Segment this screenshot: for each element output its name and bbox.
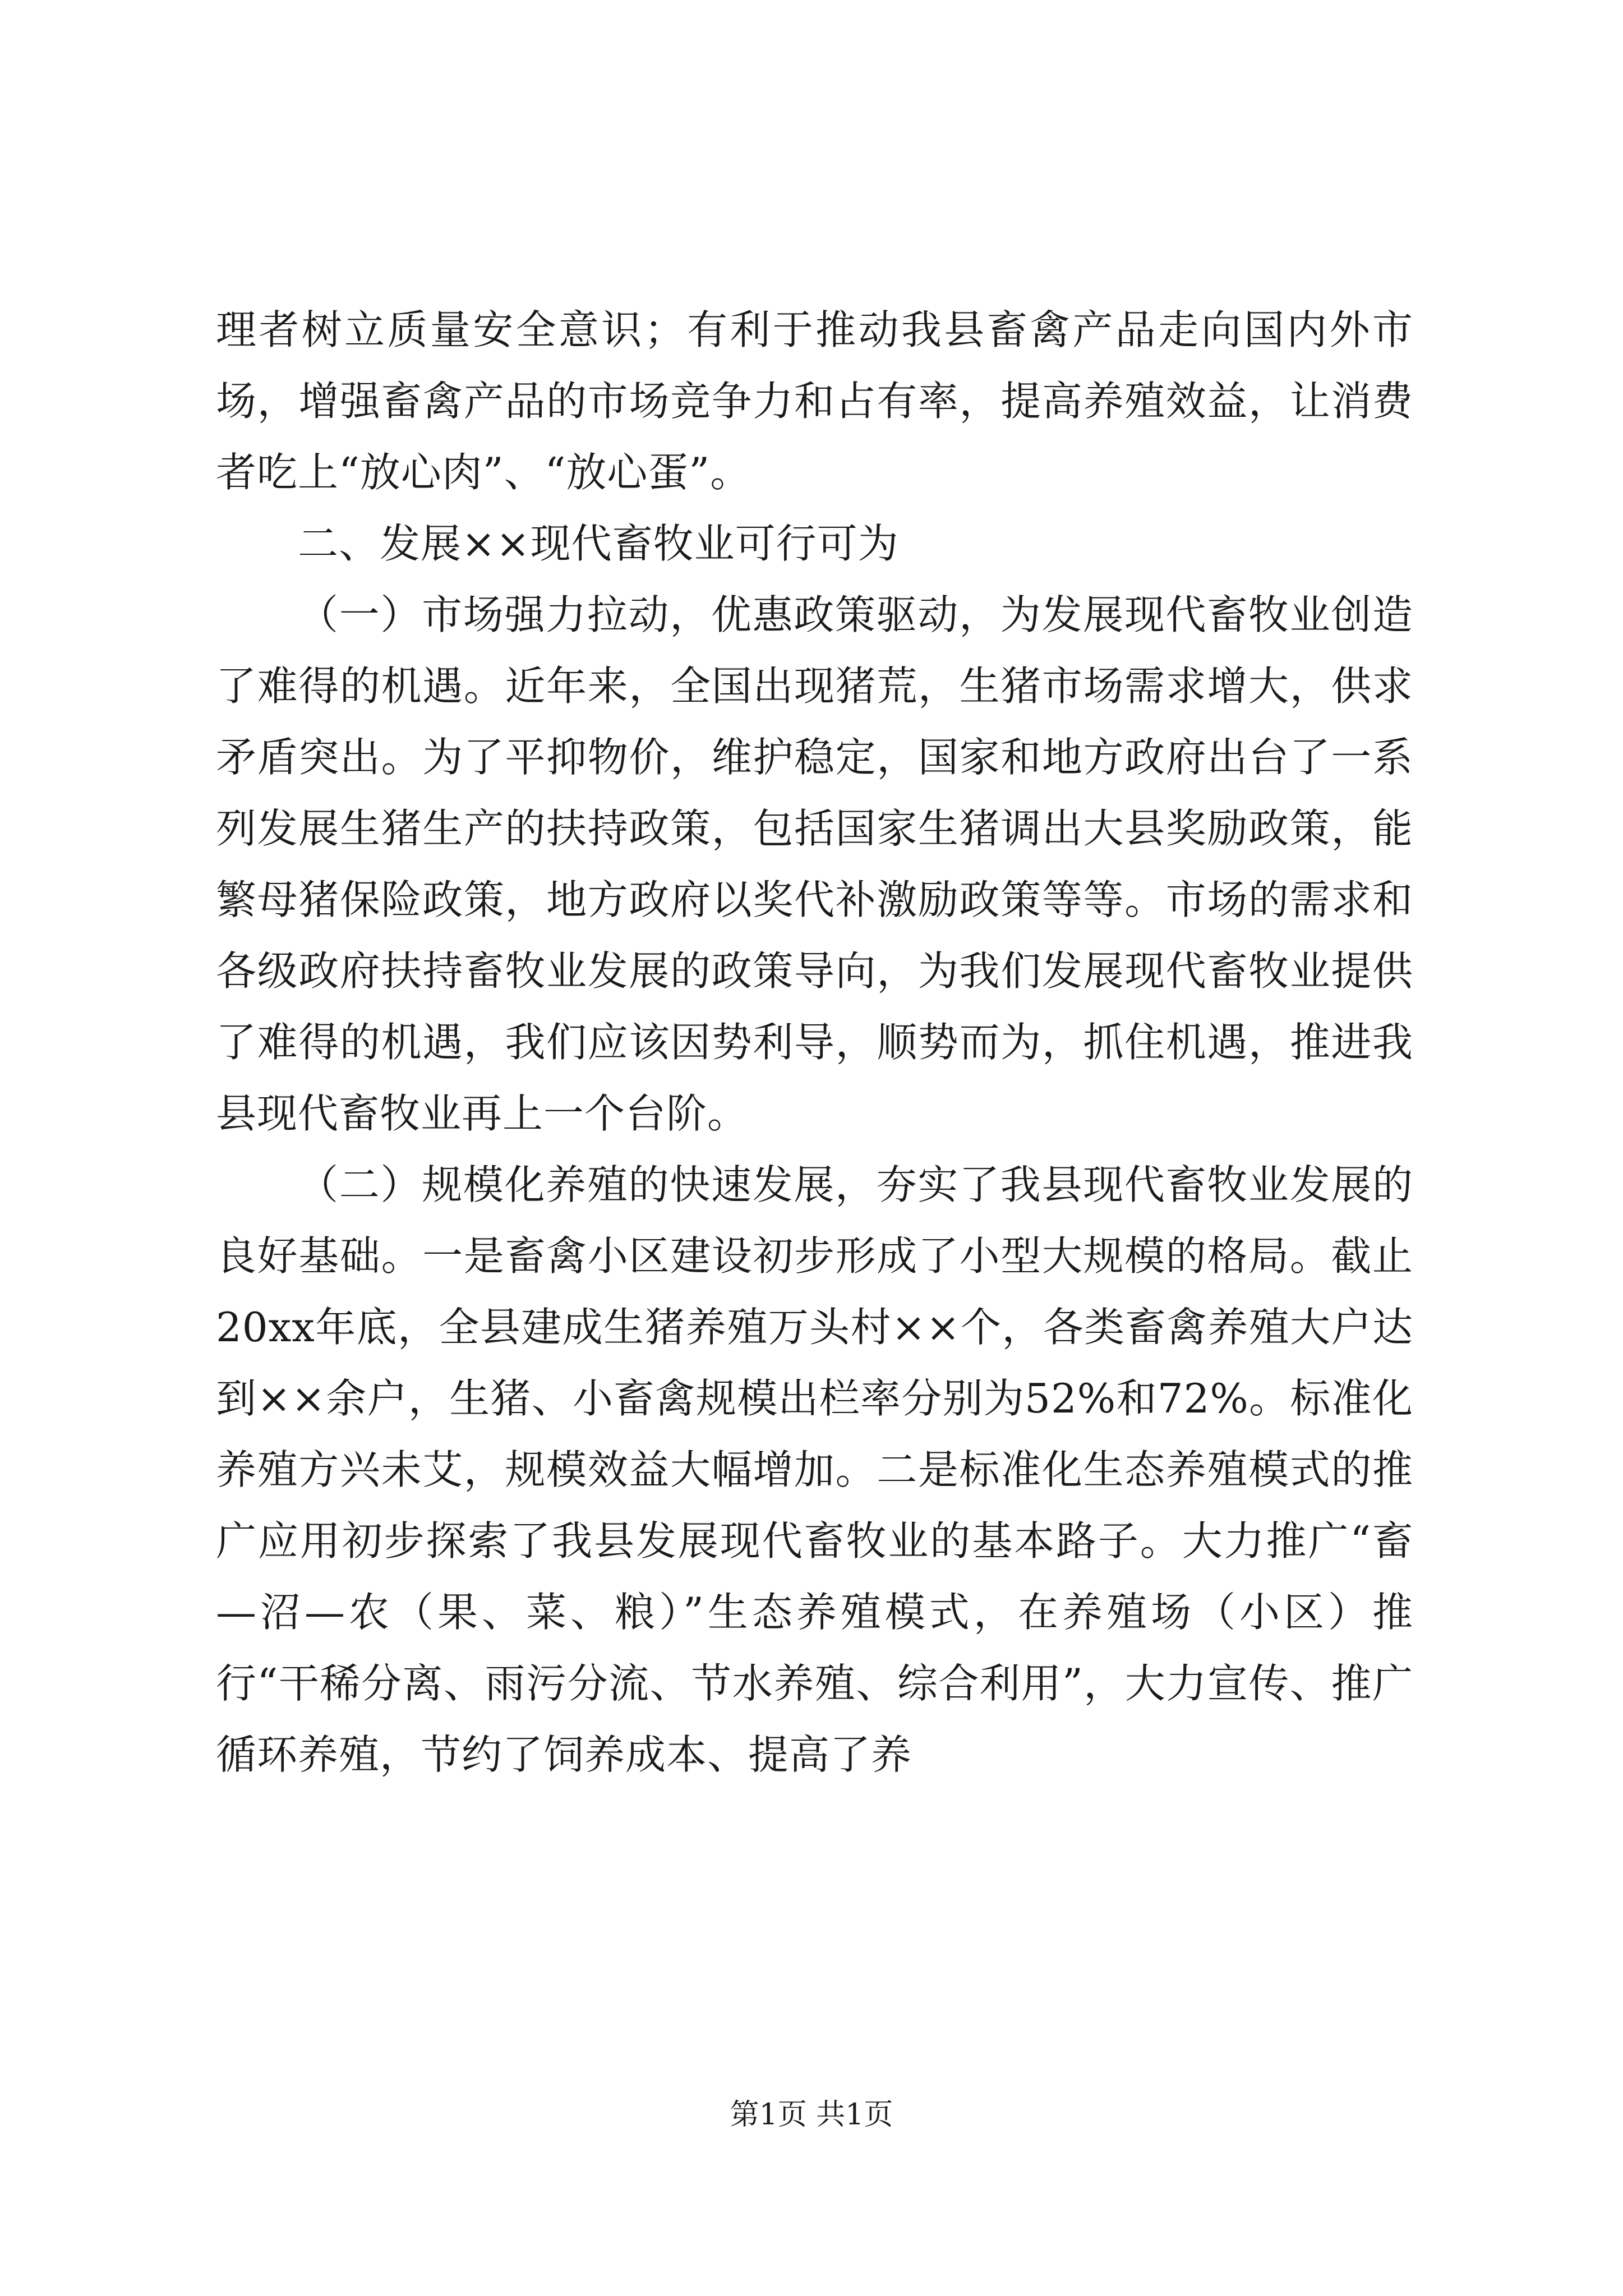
paragraph-opportunity: （一）市场强力拉动，优惠政策驱动，为发展现代畜牧业创造了难得的机遇。近年来，全国出现猪荒，生猪市场需求增大，供求矛盾突出。为了平抑物价，维护稳定，国家和地方政府出台了一系列发展生猪生产的扶持政策，包括国家生猪调出大县奖励政策，能繁母猪保险政策，地方政府以奖代补激励政策等等。市场的需求和各级政府扶持畜牧业发展的政策导向，为我们发展现代畜牧业提供了难得的机遇，我们应该因势利导，顺势而为，抓住机遇，推进我县现代畜牧业再上一个台阶。	[216, 591, 1413, 1137]
paragraph-continuation: 理者树立质量安全意识；有利于推动我县畜禽产品走向国内外市场，增强畜禽产品的市场竞争力和占有率，提高养殖效益，让消费者吃上“放心肉”、“放心蛋”。	[216, 306, 1413, 496]
section-heading: 二、发展××现代畜牧业可行可为	[298, 520, 899, 567]
paragraph-foundation: （二）规模化养殖的快速发展，夯实了我县现代畜牧业发展的良好基础。一是畜禽小区建设初步形成了小型大规模的格局。截止20xx年底，全县建成生猪养殖万头村××个，各类畜禽养殖大户达到××余户，生猪、小畜禽规模出栏率分别为52%和72%。标准化养殖方兴未艾，规模效益大幅增加。二是标准化生态养殖模式的推广应用初步探索了我县发展现代畜牧业的基本路子。大力推广“畜—沼—农（果、菜、粮）”生态养殖模式，在养殖场（小区）推行“干稀分离、雨污分流、节水养殖、综合利用”，大力宣传、推广循环养殖，节约了饲养成本、提高了养	[216, 1161, 1413, 1778]
page-footer: 第1页 共1页	[730, 2098, 893, 2132]
document-body	[216, 295, 1413, 1791]
